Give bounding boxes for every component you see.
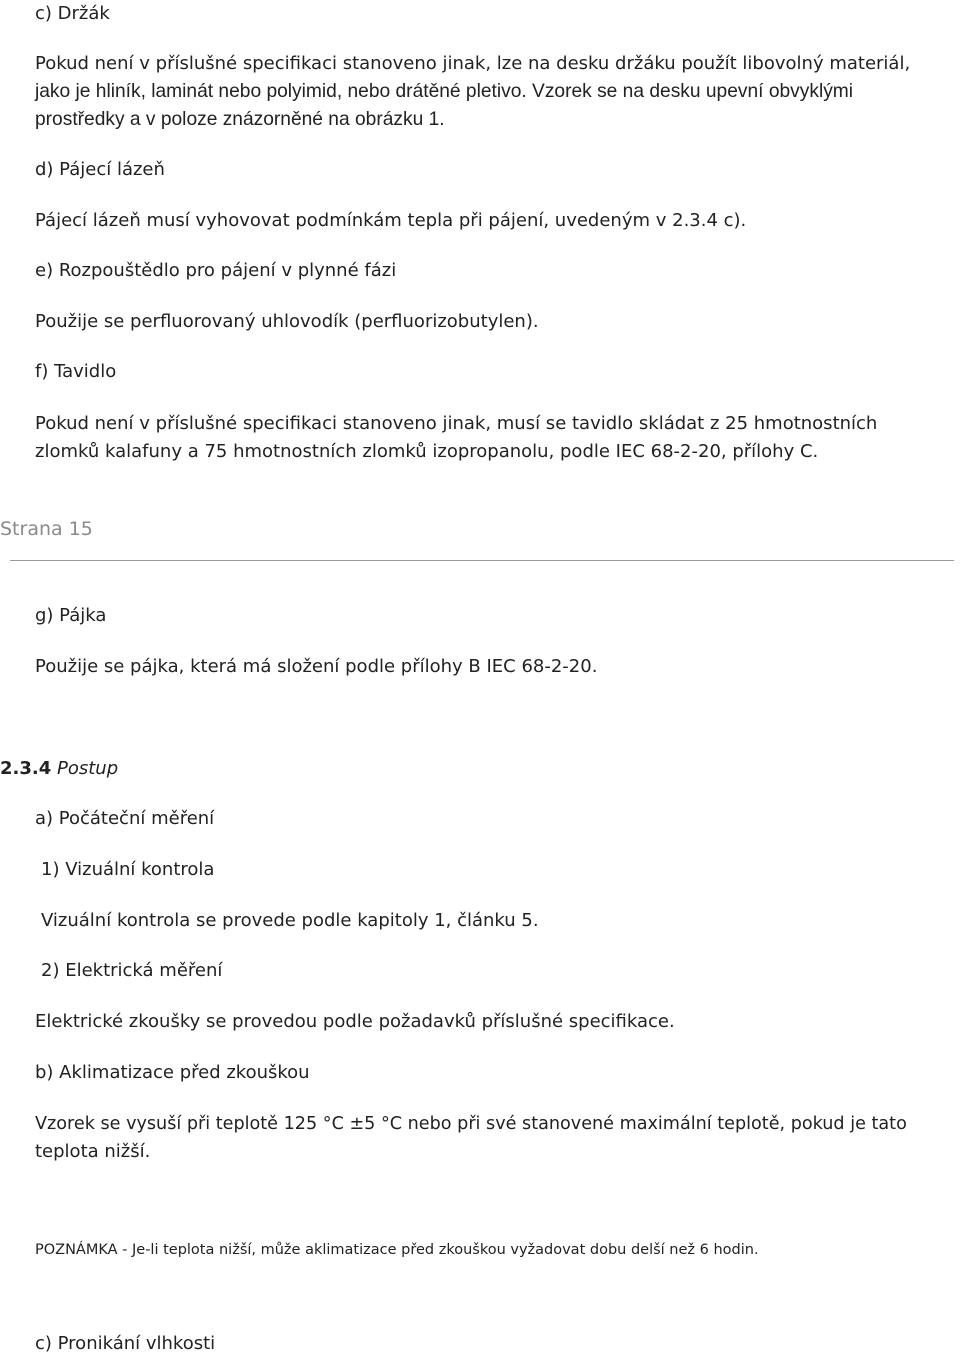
procedure-number: 2.3.4 [0,758,52,779]
electrical-measurements-paragraph: Elektrické zkoušky se provedou podle požadavků příslušné specifikace. [35,1011,675,1032]
subheading-visual-inspection: 1) Vizuální kontrola [41,859,215,880]
page-number-marker: Strana 15 [0,518,93,540]
procedure-title: Postup [56,758,119,779]
section-heading-moisture-penetration: c) Pronikání vlhkosti [35,1333,216,1354]
section-heading-flux: f) Tavidlo [35,361,117,382]
section-heading-solder: g) Pájka [35,605,107,626]
note-paragraph [35,1240,759,1260]
preconditioning-paragraph-line-1: Vzorek se vysuší při teplotě 125 °C ±5 °C nebo při své stanovené maximální teplotě, pokud je tato [35,1114,907,1134]
holder-paragraph-line-3: prostředky a v poloze znázorněné na obrázku 1. [35,109,445,130]
solder-bath-paragraph: Pájecí lázeň musí vyhovovat podmínkám tepla při pájení, uvedeným v 2.3.4 c). [35,210,747,231]
section-heading-initial-measurements: a) Počáteční měření [35,808,215,829]
vapour-solvent-paragraph: Použije se perfluorovaný uhlovodík (perfluorizobutylen). [35,311,539,332]
visual-inspection-paragraph: Vizuální kontrola se provede podle kapitoly 1, článku 5. [41,910,539,931]
holder-paragraph-line-2: jako je hliník, laminát nebo polyimid, nebo drátěné pletivo. Vzorek se na desku upevní obvyklými [35,81,854,102]
note-text: - Je-li teplota nižší, může aklimatizace před zkouškou vyžadovat dobu delší než 6 hodin. [117,1242,759,1258]
holder-paragraph-line-1: Pokud není v příslušné specifikaci stanoveno jinak, lze na desku držáku použít libovolný materiál, [35,53,911,74]
procedure-heading [0,755,118,783]
section-heading-solder-bath: d) Pájecí lázeň [35,159,165,180]
section-heading-preconditioning: b) Aklimatizace před zkouškou [35,1062,310,1083]
preconditioning-paragraph-line-2: teplota nižší. [35,1141,151,1162]
solder-paragraph: Použije se pájka, která má složení podle přílohy B IEC 68-2-20. [35,656,598,677]
page-divider [10,560,954,561]
flux-paragraph-line-1: Pokud není v příslušné specifikaci stanoveno jinak, musí se tavidlo skládat z 25 hmotnostních [35,413,878,434]
note-label: POZNÁMKA [35,1242,118,1258]
subheading-electrical-measurements: 2) Elektrická měření [41,960,223,981]
section-heading-vapour-solvent: e) Rozpouštědlo pro pájení v plynné fázi [35,260,397,281]
section-heading-holder: c) Držák [35,3,110,24]
flux-paragraph-line-2: zlomků kalafuny a 75 hmotnostních zlomků izopropanolu, podle IEC 68-2-20, přílohy C. [35,441,819,462]
